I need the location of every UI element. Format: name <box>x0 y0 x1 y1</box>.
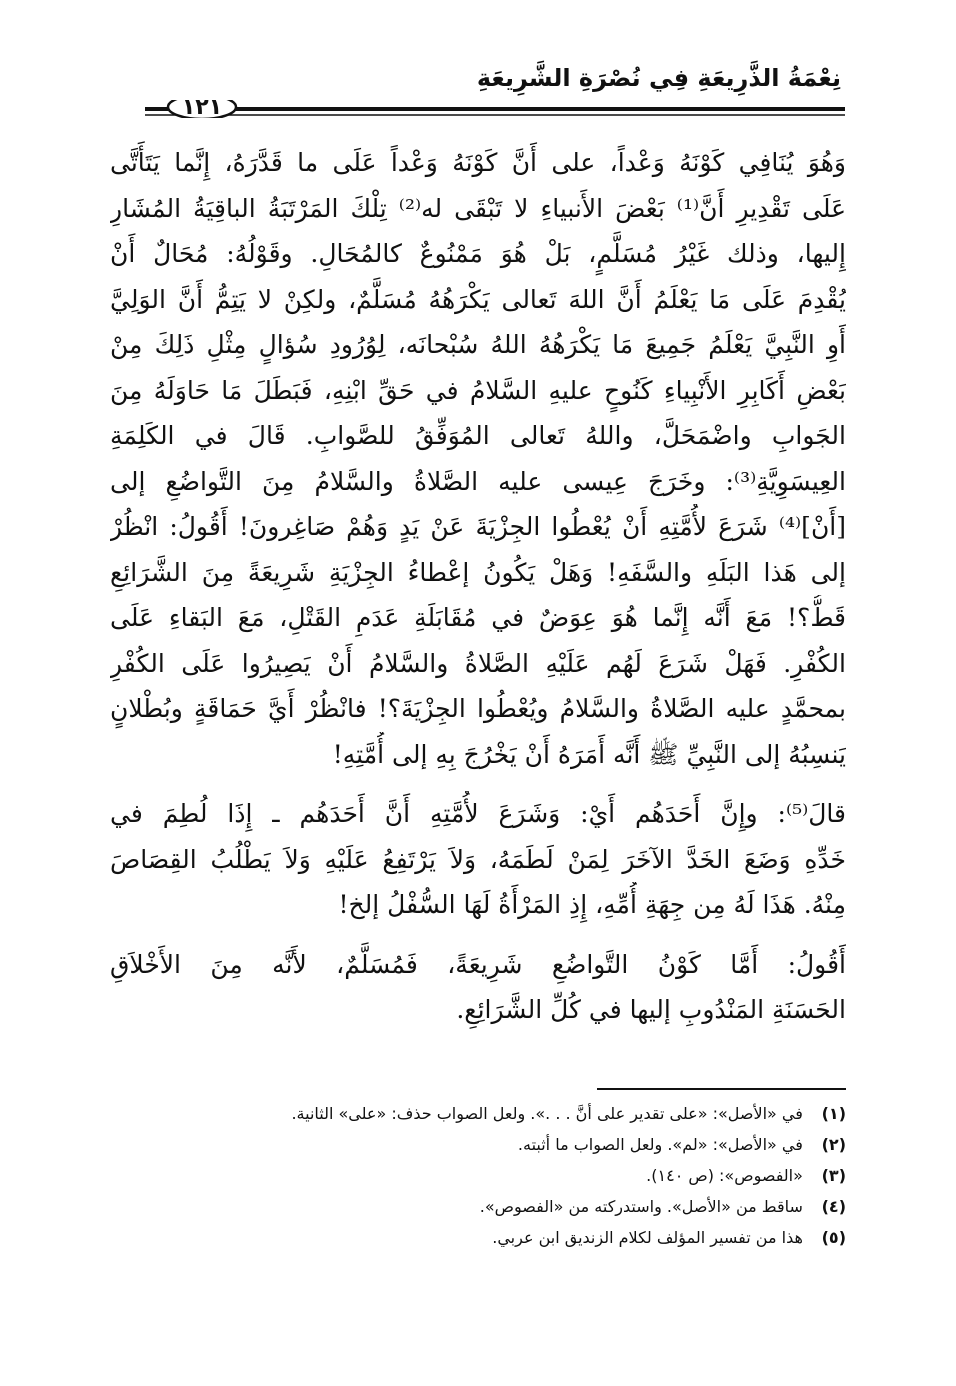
footnote <box>110 1160 846 1191</box>
footnote-text: هذا من تفسير المؤلف لكلام الزنديق ابن عربي. <box>492 1228 803 1247</box>
footnote-separator <box>597 1088 846 1090</box>
text-line: الكُفْرِ. فَهَلْ شَرَعَ لَهُم عَلَيْهِ الصَّلاةُ والسَّلامُ أَنْ يَصِيرُوا عَلَى الكُفْرِ <box>110 648 846 678</box>
text-line: قَطُّ؟! مَعَ أَنَّه إِنَّما هُوَ عِوَضٌ في مُقَابَلَةِ عَدَمِ القَتْلِ، مَعَ البَقاءِ عَلَى <box>110 603 846 632</box>
footnote-text: في «الأصل»: «لم». ولعل الصواب ما أثبته. <box>517 1135 803 1154</box>
text-line: يَنسِبُهُ إلى النَّبِيِّ ﷺ أَنَّه أَمَرَهُ أَنْ يَخْرُجَ بِهِ إلى أُمَّتِهِ! <box>332 739 846 769</box>
text-line: إلى هَذا البَلَهِ والسَّفَهِ! وَهَلْ يَكُونُ إعْطاءُ الجِزْيَةِ شَرِيعَةً مِنَ الشَّرَائِعِ <box>110 557 846 587</box>
footnote-number: (١) <box>821 1104 846 1123</box>
body-text <box>110 140 846 1047</box>
footnote-number: (٢) <box>821 1135 846 1154</box>
footnote <box>110 1129 846 1160</box>
text-line: العِيسَوِيَّةِ⁽³⁾: وخَرَجَ عِيسى عليه الصَّلاةُ والسَّلامُ مِنَ التَّواضُعِ إلى <box>110 466 846 496</box>
page-number: ١٢١ <box>181 95 223 120</box>
text-line: أَقُولُ: أَمَّا كَوْنُ التَّواضُعِ شَرِيعَةً، فَمُسَلَّمٌ، لأَنَّه مِنَ الأَخْلاَقِ <box>110 949 846 979</box>
footnote <box>110 1222 846 1253</box>
paragraph <box>110 791 846 928</box>
footnote-text: في «الأصل»: «على تقدير على أنَّ . . .». ولعل الصواب حذف: «على» الثانية. <box>291 1104 803 1123</box>
footnote-text: «الفصوص»: (ص ١٤٠). <box>646 1166 803 1185</box>
footnote <box>110 1191 846 1222</box>
footnote <box>110 1098 846 1129</box>
text-line: خَدِّهِ وَضَعَ الخَدَّ الآخَرَ لِمَنْ لَطَمَهُ، وَلاَ يَرْتَفِعُ عَلَيْهِ وَلاَ يَطْلُبُ القِصَاصَ <box>110 844 846 874</box>
footnote-text: ساقط من «الأصل». واستدركته من «الفصوص». <box>479 1197 803 1216</box>
paragraph <box>110 140 846 777</box>
text-line: يُقْدِمَ عَلَى مَا يَعْلَمُ أَنَّ اللهَ تَعالى يَكْرَهُهُ مُسَلَّمٌ، ولكِنْ لا يَتِمُّ أَنَّ الوَلِيَّ <box>110 284 846 314</box>
footnote-number: (٤) <box>821 1197 846 1216</box>
footnotes <box>110 1098 846 1253</box>
text-line: عَلَى تَقْدِيرِ أَنَّ⁽¹⁾ بَعْضَ الأَنبياءِ لا تَبْقَى له⁽²⁾ تِلْكَ المَرْتَبَةُ الباقِيَةُ المُشَارِ <box>110 193 846 223</box>
header-rule <box>145 100 845 118</box>
text-line: الجَوابِ واضْمَحَلَّ، واللهُ تَعالى المُوَفِّقُ للصَّوابِ. قَالَ في الكَلِمَةِ <box>110 421 846 450</box>
text-line: مِنْهُ. هَذَا لَهُ مِن جِهَةِ أُمِّهِ، إِذِ المَرْأَةُ لَهَا السُّفْلُ إلخ! <box>338 890 846 919</box>
text-line: بمحمَّدٍ عليه الصَّلاةُ والسَّلامُ ويُعْطُوا الجِزْيَةَ؟! فانْظُرْ أَيَّ حَمَاقَةٍ وبُطْلانٍ <box>110 694 846 723</box>
text-line: أَوِ النَّبِيَّ يَعْلَمُ جَمِيعَ مَا يَكْرَهُهُ اللهُ سُبْحانَه، لِوُرُودِ سُؤالٍ مِثْلِ ذَلِكَ مِنْ <box>110 330 846 359</box>
text-line: [أَنْ]⁽⁴⁾ شَرَعَ لأُمَّتِهِ أَنْ يُعْطُوا الجِزْيَةَ عَنْ يَدٍ وَهُمْ صَاغِرونَ! أَقُولُ: انْظُرْ <box>110 512 846 541</box>
paragraph <box>110 942 846 1033</box>
footnote-number: (٥) <box>821 1228 846 1247</box>
footnote-number: (٣) <box>821 1166 846 1185</box>
text-line: الحَسَنَةِ المَنْدُوبِ إليها في كُلِّ الشَّرَائِعِ. <box>456 995 846 1024</box>
running-title: نِعْمَةُ الذَّرِيعَةِ فِي نُصْرَةِ الشَّرِيعَةِ <box>476 64 841 92</box>
text-line: وَهُوَ يُنَافِي كَوْنَهُ وَعْداً، على أَنَّ كَوْنَهُ وَعْداً عَلَى ما قَدَّرَهُ، إِنَّما يَتَأَتَّى <box>110 148 846 177</box>
text-line: بَعْضِ أَكَابِرِ الأَنْبِياءِ كَنُوحٍ عليهِ السَّلامُ في حَقِّ ابْنِهِ، فَبَطَلَ مَا حَاوَلَهُ مِنَ <box>110 375 846 405</box>
text-line: إِليها، وذلك غَيْرُ مُسَلَّمٍ، بَلْ هُوَ مَمْنُوعٌ كالمُحَالِ. وقَوْلُهُ: مُحَالٌ أَنْ <box>110 239 846 268</box>
text-line: قالَ⁽⁵⁾: وإِنَّ أَحَدَهُم أَيْ: وَشَرَعَ لأُمَّتِهِ أَنَّ أَحَدَهُم ـ إِذَا لُطِمَ في <box>110 799 846 828</box>
